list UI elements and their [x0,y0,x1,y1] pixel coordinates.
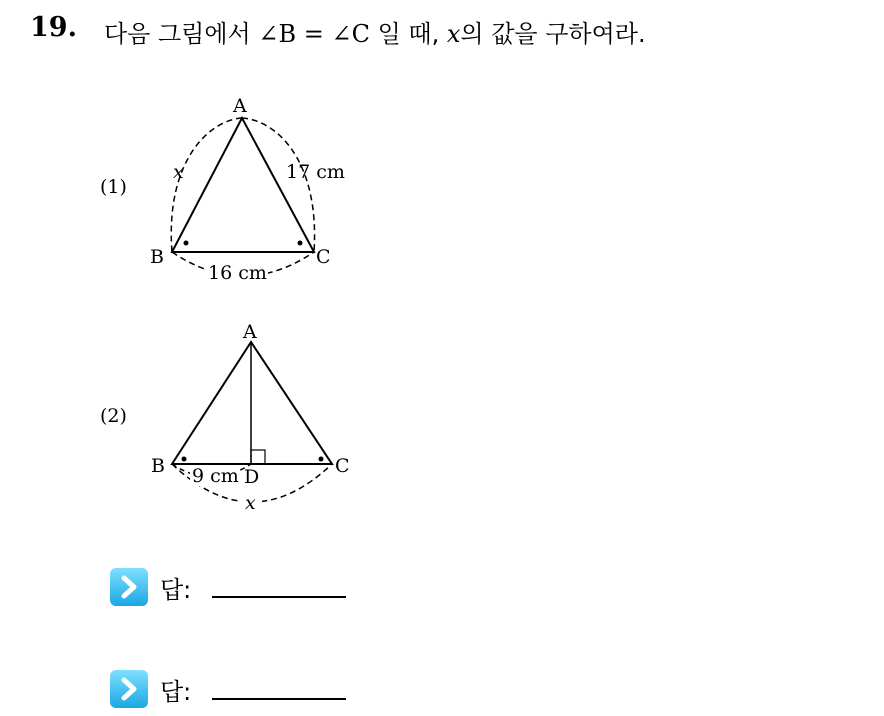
vertex-a-label: A [233,95,247,117]
side-bc-label: 16 cm [208,262,267,284]
side-ab-label: x [173,161,184,183]
chevron-right-icon [110,670,148,708]
vertex-b-label: B [151,455,165,477]
answer-input-2[interactable] [212,698,346,700]
angle-b: ∠B [258,20,297,48]
triangle-abc [172,342,332,464]
chevron-right-icon [110,568,148,606]
figure2-label: (2) [100,405,127,427]
problem-number: 19. [30,12,77,43]
right-angle-mark [251,450,265,464]
variable-x: x [446,20,461,48]
problem-text-middle: 일 때, [369,20,447,48]
angle-c: ∠C [331,20,370,48]
vertex-b-label: B [150,246,164,268]
side-ac-label: 17 cm [286,161,345,183]
side-bc-label: x [245,492,256,514]
vertex-c-label: C [316,246,331,268]
vertex-a-label: A [243,321,257,343]
angle-mark-c [319,457,324,462]
side-bd-label: 9 cm [192,465,239,487]
answer-input-1[interactable] [212,596,346,598]
answer-row-1 [110,568,191,606]
equals-sign: = [296,20,332,48]
answer-label: 답: [160,575,192,604]
answer-row-2 [110,670,191,708]
angle-mark-b [182,457,187,462]
vertex-d-label: D [244,466,260,488]
problem-text-after: 의 값을 구하여라. [460,20,646,48]
figure1-label: (1) [100,176,127,198]
answer-label: 답: [160,677,192,706]
vertex-c-label: C [335,455,350,477]
problem-text-before: 다음 그림에서 [104,20,259,48]
